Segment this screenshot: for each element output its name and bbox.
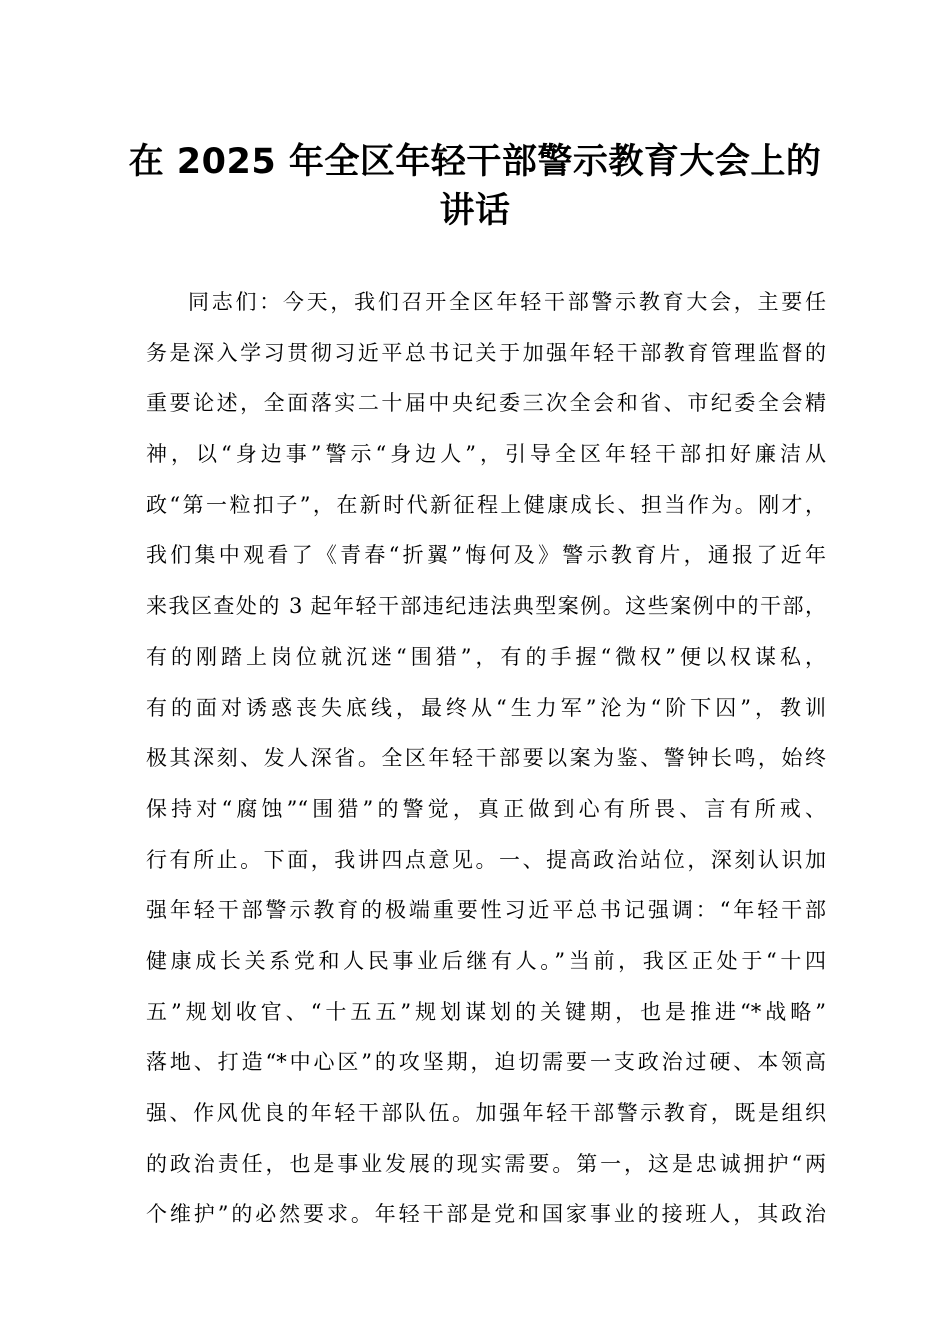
body-line: 有的面对诱惑丧失底线，最终从“生力军”沦为“阶下囚”，教训 [146,695,826,720]
body-line: 五”规划收官、“十五五”规划谋划的关键期，也是推进“*战略” [146,999,826,1024]
body-line: 政“第一粒扣子”，在新时代新征程上健康成长、担当作为。刚才， [146,492,826,517]
body-line: 我们集中观看了《青春“折翼”悔何及》警示教育片，通报了近年 [146,543,826,568]
body-line: 保持对“腐蚀”“围猎”的警觉，真正做到心有所畏、言有所戒、 [146,796,826,821]
body-line: 个维护”的必然要求。年轻干部是党和国家事业的接班人，其政治 [146,1202,826,1227]
body-line: 神，以“身边事”警示“身边人”，引导全区年轻干部扣好廉洁从 [146,442,826,467]
body-line: 的政治责任，也是事业发展的现实需要。第一，这是忠诚拥护“两 [146,1151,826,1176]
body-line: 强年轻干部警示教育的极端重要性习近平总书记强调：“年轻干部 [146,898,826,923]
body-line: 有的刚踏上岗位就沉迷“围猎”，有的手握“微权”便以权谋私， [146,644,826,669]
body-line: 来我区查处的 3 起年轻干部违纪违法典型案例。这些案例中的干部， [146,594,826,619]
body-line: 极其深刻、发人深省。全区年轻干部要以案为鉴、警钟长鸣，始终 [146,746,826,771]
body-line: 强、作风优良的年轻干部队伍。加强年轻干部警示教育，既是组织 [146,1101,826,1125]
body-line: 重要论述，全面落实二十届中央纪委三次全会和省、市纪委全会精 [146,391,826,416]
document-body [146,286,826,1249]
body-line: 同志们：今天，我们召开全区年轻干部警示教育大会，主要任 [188,290,826,314]
document-title-line-1: 在 2025 年全区年轻干部警示教育大会上的 [128,142,822,182]
body-line: 行有所止。下面，我讲四点意见。一、提高政治站位，深刻认识加 [146,847,826,872]
body-line: 务是深入学习贯彻习近平总书记关于加强年轻干部教育管理监督的 [146,340,826,365]
body-line: 落地、打造“*中心区”的攻坚期，迫切需要一支政治过硬、本领高 [146,1050,826,1075]
body-line: 健康成长关系党和人民事业后继有人。”当前，我区正处于“十四 [146,948,826,973]
document-title-line-2: 讲话 [439,191,511,231]
